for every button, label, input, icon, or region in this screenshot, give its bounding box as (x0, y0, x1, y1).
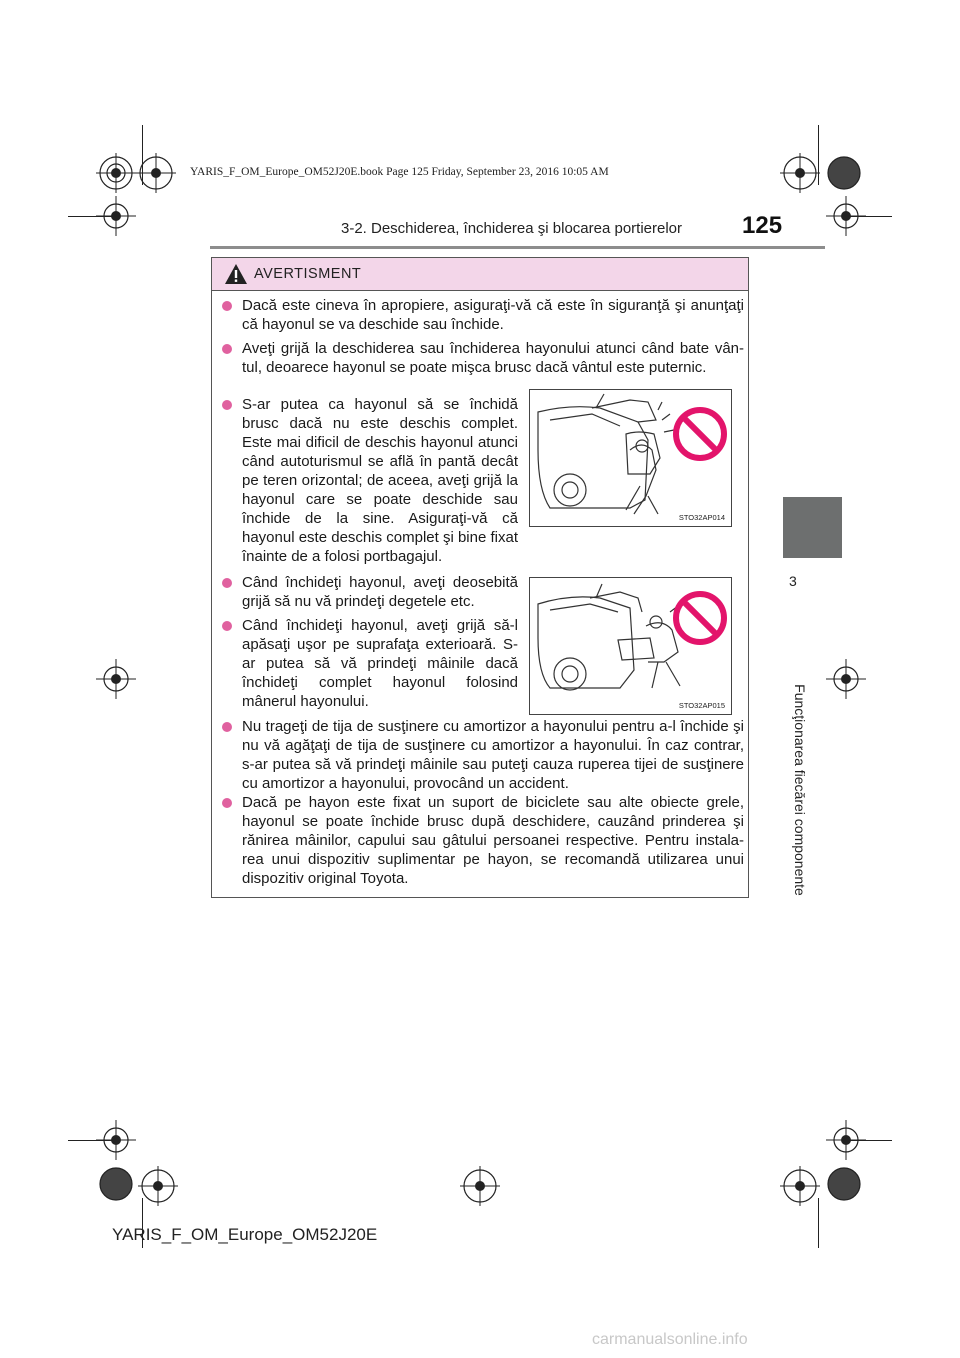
registration-mark-icon (96, 153, 136, 193)
crop-line (842, 1140, 892, 1141)
bullet-icon (222, 400, 232, 410)
tailgate-figure-1 (529, 389, 732, 527)
list-item: Dacă pe hayon este fixat un suport de biciclete sau alte obiecte grele, hayonul se poate închide brusc după deschidere, cauzând prinderea şi rănirea mâinilor, capului sau gâtului persoanei respective. Pentru instala-rea unui dispozitiv suplimentar pe hayon, se recomandă utilizarea unui dispozitiv original Toyota. (222, 793, 744, 888)
bullet-icon (222, 578, 232, 588)
list-item: Dacă este cineva în apropiere, asiguraţi-vă că este în siguranţă şi anunţaţi că hayonul se va deschide sau închide. (222, 296, 744, 334)
crop-line (68, 1140, 118, 1141)
tailgate-figure-2 (529, 577, 732, 715)
page-number: 125 (742, 212, 783, 239)
crop-line (842, 216, 892, 217)
bullet-icon (222, 344, 232, 354)
book-info-line: YARIS_F_OM_Europe_OM52J20E.book Page 125 Friday, September 23, 2016 10:05 AM (190, 166, 609, 178)
car-tailgate-illustration (530, 390, 731, 526)
registration-mark-icon (826, 659, 866, 699)
crop-line (68, 216, 118, 217)
crop-line (142, 125, 143, 185)
watermark: carmanualsonline.info (592, 1331, 748, 1348)
registration-mark-icon (96, 659, 136, 699)
bullet-icon (222, 621, 232, 631)
registration-mark-icon (824, 1164, 864, 1204)
registration-mark-icon (824, 153, 864, 193)
list-item: Când închideţi hayonul, aveţi deosebită grijă să nu vă prindeţi degetele etc. (222, 573, 518, 611)
section-title: 3-2. Deschiderea, închiderea şi blocarea portierelor (340, 220, 682, 237)
bullet-icon (222, 301, 232, 311)
chapter-number: 3 (789, 573, 797, 589)
list-item: Aveţi grijă la deschiderea sau închiderea hayonului atunci când bate vân-tul, deoarece hayonul se poate mişca brusc dacă vântul este puternic. (222, 339, 744, 377)
crop-line (818, 125, 819, 185)
list-item: S-ar putea ca hayonul să se închidă brusc dacă nu este deschis complet. Este mai dificil de deschis hayonul atunci când autoturismul se află în pantă decât pe teren orizontal; de aceea, aveţi grijă la hayonul care se poate deschide sau închide de la sine. Asiguraţi-vă că hayonul este deschis complet şi bine fixat înainte de a folosi portbagajul. (222, 395, 518, 566)
registration-mark-icon (460, 1166, 500, 1206)
car-tailgate-illustration (530, 578, 731, 714)
warning-header (212, 258, 748, 291)
document-code: YARIS_F_OM_Europe_OM52J20E (112, 1225, 378, 1244)
warning-title: AVERTISMENT (254, 266, 362, 282)
bullet-icon (222, 798, 232, 808)
list-item: Când închideţi hayonul, aveţi grijă să-l apăsaţi uşor pe suprafaţa exterioară. S-ar putea să vă prindeţi mâinile dacă închideţi complet hayonul folosind mânerul hayonului. (222, 616, 518, 711)
registration-mark-icon (780, 153, 820, 193)
figure-code: STO32AP015 (678, 701, 725, 710)
registration-mark-icon (96, 1164, 136, 1204)
header-rule (210, 246, 825, 249)
crop-line (818, 1198, 819, 1248)
registration-mark-icon (780, 1166, 820, 1206)
registration-mark-icon (138, 1166, 178, 1206)
bullet-icon (222, 722, 232, 732)
chapter-title: Funcţionarea fiecărei componente (792, 684, 808, 896)
chapter-tab (783, 497, 842, 558)
warning-box (211, 257, 749, 898)
warning-triangle-icon (224, 263, 248, 285)
list-item: Nu trageţi de tija de susţinere cu amortizor a hayonului pentru a-l închide şi nu vă agăţaţi de tija de susţinere cu amortizor a hayonului. În caz contrar, s-ar putea să vă prindeţi mâinile sau puteţi cauza ruperea tijei de susţinere cu amortizor a hayonului, provocând un accident. (222, 717, 744, 793)
figure-code: STO32AP014 (678, 513, 725, 522)
